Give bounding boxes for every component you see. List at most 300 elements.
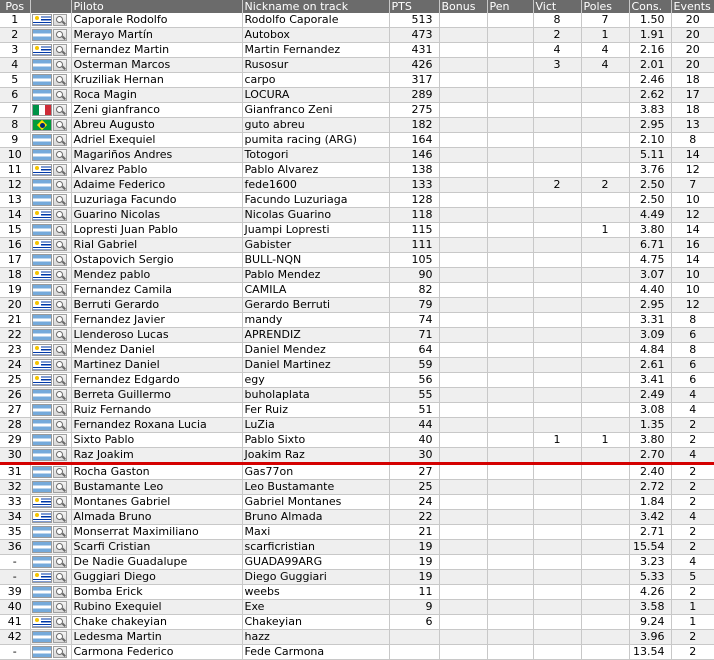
cell-pts: 25 bbox=[389, 480, 439, 495]
table-row bbox=[0, 118, 714, 133]
cell-pen bbox=[487, 118, 533, 133]
cell-cons: 3.09 bbox=[629, 328, 671, 343]
magnifier-icon[interactable] bbox=[53, 209, 67, 221]
cell-vict bbox=[533, 403, 581, 418]
magnifier-icon[interactable] bbox=[53, 164, 67, 176]
cell-bonus bbox=[439, 433, 487, 448]
cell-flag bbox=[30, 585, 71, 600]
header-bonus[interactable]: Bonus bbox=[439, 0, 487, 13]
cell-bonus bbox=[439, 418, 487, 433]
cell-vict bbox=[533, 630, 581, 645]
table-row bbox=[0, 510, 714, 525]
cell-pos: 26 bbox=[0, 388, 30, 403]
cell-cons: 3.80 bbox=[629, 223, 671, 238]
cell-poles bbox=[581, 73, 629, 88]
cell-pos: 36 bbox=[0, 540, 30, 555]
cell-poles bbox=[581, 208, 629, 223]
cell-pen bbox=[487, 13, 533, 28]
cell-nickname: Rodolfo Caporale bbox=[242, 13, 389, 28]
cell-nickname: Gianfranco Zeni bbox=[242, 103, 389, 118]
cell-nickname: Pablo Mendez bbox=[242, 268, 389, 283]
argentina-flag-icon bbox=[32, 466, 52, 478]
cell-pts: 138 bbox=[389, 163, 439, 178]
cell-piloto: Mendez pablo bbox=[71, 268, 242, 283]
cell-pos: 31 bbox=[0, 464, 30, 480]
cell-flag bbox=[30, 118, 71, 133]
cell-flag bbox=[30, 600, 71, 615]
cell-pts: 6 bbox=[389, 615, 439, 630]
cell-events: 12 bbox=[671, 208, 714, 223]
uruguay-flag-icon bbox=[32, 239, 52, 251]
cell-events: 10 bbox=[671, 268, 714, 283]
cell-cons: 2.10 bbox=[629, 133, 671, 148]
cell-pen bbox=[487, 43, 533, 58]
cell-events: 1 bbox=[671, 615, 714, 630]
cell-pts: 21 bbox=[389, 525, 439, 540]
header-piloto[interactable]: Piloto bbox=[71, 0, 242, 13]
cell-piloto: Bomba Erick bbox=[71, 585, 242, 600]
magnifier-icon[interactable] bbox=[53, 511, 67, 523]
cell-pts: 289 bbox=[389, 88, 439, 103]
cell-events: 14 bbox=[671, 148, 714, 163]
magnifier-icon[interactable] bbox=[53, 119, 67, 131]
cell-events: 5 bbox=[671, 570, 714, 585]
header-cons[interactable]: Cons. bbox=[629, 0, 671, 13]
cell-pts: 59 bbox=[389, 358, 439, 373]
cell-vict bbox=[533, 585, 581, 600]
header-nickname[interactable]: Nickname on track bbox=[242, 0, 389, 13]
cell-pts: 51 bbox=[389, 403, 439, 418]
cell-pen bbox=[487, 480, 533, 495]
cell-vict bbox=[533, 388, 581, 403]
magnifier-icon[interactable] bbox=[53, 44, 67, 56]
cell-flag bbox=[30, 313, 71, 328]
table-row bbox=[0, 58, 714, 73]
cell-nickname: Nicolas Guarino bbox=[242, 208, 389, 223]
cell-pos: 5 bbox=[0, 73, 30, 88]
cell-piloto: Osterman Marcos bbox=[71, 58, 242, 73]
cell-piloto: Ledesma Martin bbox=[71, 630, 242, 645]
magnifier-icon[interactable] bbox=[53, 254, 67, 266]
cell-bonus bbox=[439, 238, 487, 253]
magnifier-icon[interactable] bbox=[53, 134, 67, 146]
cell-poles bbox=[581, 510, 629, 525]
cell-events: 8 bbox=[671, 133, 714, 148]
cell-pts: 9 bbox=[389, 600, 439, 615]
cell-flag bbox=[30, 630, 71, 645]
cell-poles bbox=[581, 358, 629, 373]
cell-poles bbox=[581, 163, 629, 178]
cell-bonus bbox=[439, 133, 487, 148]
argentina-flag-icon bbox=[32, 59, 52, 71]
cell-cons: 2.62 bbox=[629, 88, 671, 103]
cell-vict bbox=[533, 268, 581, 283]
cell-cons: 2.50 bbox=[629, 178, 671, 193]
cell-poles bbox=[581, 418, 629, 433]
cell-flag bbox=[30, 238, 71, 253]
cell-vict bbox=[533, 328, 581, 343]
cell-flag bbox=[30, 103, 71, 118]
cell-nickname: Joakim Raz bbox=[242, 448, 389, 464]
cell-pos: 3 bbox=[0, 43, 30, 58]
cell-nickname: Bruno Almada bbox=[242, 510, 389, 525]
cell-vict bbox=[533, 118, 581, 133]
cell-vict bbox=[533, 480, 581, 495]
magnifier-icon[interactable] bbox=[53, 239, 67, 251]
cell-cons: 3.96 bbox=[629, 630, 671, 645]
cell-cons: 5.33 bbox=[629, 570, 671, 585]
cell-poles: 2 bbox=[581, 178, 629, 193]
cell-pts: 133 bbox=[389, 178, 439, 193]
cell-vict bbox=[533, 223, 581, 238]
cell-poles: 4 bbox=[581, 43, 629, 58]
cell-pen bbox=[487, 148, 533, 163]
cell-cons: 1.50 bbox=[629, 13, 671, 28]
uruguay-flag-icon bbox=[32, 511, 52, 523]
magnifier-icon[interactable] bbox=[53, 299, 67, 311]
uruguay-flag-icon bbox=[32, 616, 52, 628]
cell-nickname: CAMILA bbox=[242, 283, 389, 298]
cell-nickname: Facundo Luzuriaga bbox=[242, 193, 389, 208]
table-row bbox=[0, 555, 714, 570]
cell-piloto: Adriel Exequiel bbox=[71, 133, 242, 148]
cell-vict bbox=[533, 103, 581, 118]
argentina-flag-icon bbox=[32, 254, 52, 266]
cell-flag bbox=[30, 645, 71, 660]
cell-nickname: carpo bbox=[242, 73, 389, 88]
cell-poles bbox=[581, 253, 629, 268]
cell-pts: 74 bbox=[389, 313, 439, 328]
magnifier-icon[interactable] bbox=[53, 526, 67, 538]
cell-poles bbox=[581, 238, 629, 253]
cell-events: 10 bbox=[671, 193, 714, 208]
cell-cons: 13.54 bbox=[629, 645, 671, 660]
cell-pts: 19 bbox=[389, 540, 439, 555]
argentina-flag-icon bbox=[32, 389, 52, 401]
table-row bbox=[0, 313, 714, 328]
magnifier-icon[interactable] bbox=[53, 89, 67, 101]
cell-cons: 2.71 bbox=[629, 525, 671, 540]
argentina-flag-icon bbox=[32, 631, 52, 643]
cell-events: 2 bbox=[671, 495, 714, 510]
cell-pos: 25 bbox=[0, 373, 30, 388]
cell-cons: 1.35 bbox=[629, 418, 671, 433]
cell-pos: 10 bbox=[0, 148, 30, 163]
cell-cons: 15.54 bbox=[629, 540, 671, 555]
cell-bonus bbox=[439, 253, 487, 268]
magnifier-icon[interactable] bbox=[53, 419, 67, 431]
cell-pen bbox=[487, 570, 533, 585]
cell-vict bbox=[533, 418, 581, 433]
cell-pen bbox=[487, 630, 533, 645]
cell-events: 18 bbox=[671, 73, 714, 88]
magnifier-icon[interactable] bbox=[53, 104, 67, 116]
magnifier-icon[interactable] bbox=[53, 59, 67, 71]
argentina-flag-icon bbox=[32, 149, 52, 161]
cell-poles bbox=[581, 480, 629, 495]
magnifier-icon[interactable] bbox=[53, 329, 67, 341]
table-row bbox=[0, 88, 714, 103]
cell-piloto: Fernandez Martin bbox=[71, 43, 242, 58]
cell-nickname: LOCURA bbox=[242, 88, 389, 103]
table-row bbox=[0, 283, 714, 298]
cell-poles bbox=[581, 88, 629, 103]
magnifier-icon[interactable] bbox=[53, 449, 67, 461]
cell-nickname: GUADA99ARG bbox=[242, 555, 389, 570]
cell-nickname: Juampi Lopresti bbox=[242, 223, 389, 238]
magnifier-icon[interactable] bbox=[53, 541, 67, 553]
cell-pen bbox=[487, 223, 533, 238]
cell-cons: 9.24 bbox=[629, 615, 671, 630]
magnifier-icon[interactable] bbox=[53, 616, 67, 628]
cell-poles bbox=[581, 615, 629, 630]
cell-bonus bbox=[439, 480, 487, 495]
header-events[interactable]: Events bbox=[671, 0, 714, 13]
cell-vict bbox=[533, 525, 581, 540]
cell-bonus bbox=[439, 283, 487, 298]
magnifier-icon[interactable] bbox=[53, 74, 67, 86]
cell-flag bbox=[30, 373, 71, 388]
cell-piloto: Rocha Gaston bbox=[71, 464, 242, 480]
magnifier-icon[interactable] bbox=[53, 344, 67, 356]
header-pen[interactable]: Pen bbox=[487, 0, 533, 13]
cell-bonus bbox=[439, 268, 487, 283]
cell-pos: 28 bbox=[0, 418, 30, 433]
cell-cons: 1.84 bbox=[629, 495, 671, 510]
magnifier-icon[interactable] bbox=[53, 284, 67, 296]
cell-events: 8 bbox=[671, 343, 714, 358]
cell-vict bbox=[533, 208, 581, 223]
cell-cons: 4.84 bbox=[629, 343, 671, 358]
cell-pen bbox=[487, 373, 533, 388]
cell-cons: 2.46 bbox=[629, 73, 671, 88]
cell-pos: 17 bbox=[0, 253, 30, 268]
cell-nickname: Leo Bustamante bbox=[242, 480, 389, 495]
cell-nickname: Daniel Mendez bbox=[242, 343, 389, 358]
cell-nickname: fede1600 bbox=[242, 178, 389, 193]
uruguay-flag-icon bbox=[32, 359, 52, 371]
cell-events: 20 bbox=[671, 43, 714, 58]
argentina-flag-icon bbox=[32, 74, 52, 86]
cell-events: 16 bbox=[671, 238, 714, 253]
cell-pos: 20 bbox=[0, 298, 30, 313]
magnifier-icon[interactable] bbox=[53, 359, 67, 371]
magnifier-icon[interactable] bbox=[53, 434, 67, 446]
magnifier-icon[interactable] bbox=[53, 571, 67, 583]
cell-pts: 24 bbox=[389, 495, 439, 510]
cell-flag bbox=[30, 253, 71, 268]
magnifier-icon[interactable] bbox=[53, 586, 67, 598]
magnifier-icon[interactable] bbox=[53, 556, 67, 568]
cell-nickname: Daniel Martinez bbox=[242, 358, 389, 373]
cell-poles bbox=[581, 328, 629, 343]
cell-flag bbox=[30, 13, 71, 28]
cell-nickname: Gas77on bbox=[242, 464, 389, 480]
table-row bbox=[0, 298, 714, 313]
magnifier-icon[interactable] bbox=[53, 179, 67, 191]
cell-poles: 1 bbox=[581, 28, 629, 43]
cell-pts: 82 bbox=[389, 283, 439, 298]
cell-cons: 4.49 bbox=[629, 208, 671, 223]
magnifier-icon[interactable] bbox=[53, 224, 67, 236]
cell-piloto: Zeni gianfranco bbox=[71, 103, 242, 118]
argentina-flag-icon bbox=[32, 29, 52, 41]
argentina-flag-icon bbox=[32, 526, 52, 538]
cell-events: 6 bbox=[671, 358, 714, 373]
cell-vict bbox=[533, 283, 581, 298]
cell-pen bbox=[487, 433, 533, 448]
cell-vict bbox=[533, 464, 581, 480]
magnifier-icon[interactable] bbox=[53, 601, 67, 613]
cell-flag bbox=[30, 433, 71, 448]
cell-cons: 2.40 bbox=[629, 464, 671, 480]
cell-pen bbox=[487, 418, 533, 433]
magnifier-icon[interactable] bbox=[53, 404, 67, 416]
argentina-flag-icon bbox=[32, 481, 52, 493]
cell-pos: 40 bbox=[0, 600, 30, 615]
cell-cons: 3.41 bbox=[629, 373, 671, 388]
table-row bbox=[0, 73, 714, 88]
table-row bbox=[0, 418, 714, 433]
cell-pts bbox=[389, 645, 439, 660]
header-pts[interactable]: PTS bbox=[389, 0, 439, 13]
table-row bbox=[0, 615, 714, 630]
cell-piloto: Scarfi Cristian bbox=[71, 540, 242, 555]
cell-piloto: Berreta Guillermo bbox=[71, 388, 242, 403]
magnifier-icon[interactable] bbox=[53, 149, 67, 161]
cell-pts: 164 bbox=[389, 133, 439, 148]
cell-piloto: Fernandez Roxana Lucia bbox=[71, 418, 242, 433]
table-row bbox=[0, 388, 714, 403]
cell-events: 2 bbox=[671, 525, 714, 540]
cell-piloto: Guggiari Diego bbox=[71, 570, 242, 585]
cell-pts: 71 bbox=[389, 328, 439, 343]
cell-pen bbox=[487, 28, 533, 43]
cell-flag bbox=[30, 193, 71, 208]
cell-vict bbox=[533, 555, 581, 570]
cell-events: 2 bbox=[671, 464, 714, 480]
cell-pts: 128 bbox=[389, 193, 439, 208]
cell-nickname: APRENDIZ bbox=[242, 328, 389, 343]
argentina-flag-icon bbox=[32, 419, 52, 431]
cell-vict: 8 bbox=[533, 13, 581, 28]
cell-pos: 2 bbox=[0, 28, 30, 43]
magnifier-icon[interactable] bbox=[53, 389, 67, 401]
cell-flag bbox=[30, 88, 71, 103]
header-pos[interactable]: Pos bbox=[0, 0, 30, 13]
cell-bonus bbox=[439, 448, 487, 464]
argentina-flag-icon bbox=[32, 601, 52, 613]
magnifier-icon[interactable] bbox=[53, 496, 67, 508]
cell-cons: 2.01 bbox=[629, 58, 671, 73]
cell-poles bbox=[581, 193, 629, 208]
table-row bbox=[0, 43, 714, 58]
cell-events: 2 bbox=[671, 540, 714, 555]
magnifier-icon[interactable] bbox=[53, 14, 67, 26]
magnifier-icon[interactable] bbox=[53, 374, 67, 386]
cell-nickname: Diego Guggiari bbox=[242, 570, 389, 585]
uruguay-flag-icon bbox=[32, 164, 52, 176]
magnifier-icon[interactable] bbox=[53, 194, 67, 206]
cell-pos: 41 bbox=[0, 615, 30, 630]
cell-pen bbox=[487, 103, 533, 118]
cell-pen bbox=[487, 328, 533, 343]
header-vict[interactable]: Vict bbox=[533, 0, 581, 13]
cell-piloto: Abreu Augusto bbox=[71, 118, 242, 133]
cell-pen bbox=[487, 645, 533, 660]
cell-pos: 22 bbox=[0, 328, 30, 343]
cell-bonus bbox=[439, 570, 487, 585]
magnifier-icon[interactable] bbox=[53, 481, 67, 493]
cell-pts bbox=[389, 630, 439, 645]
table-row bbox=[0, 464, 714, 480]
cell-events: 4 bbox=[671, 388, 714, 403]
magnifier-icon[interactable] bbox=[53, 29, 67, 41]
argentina-flag-icon bbox=[32, 449, 52, 461]
cell-pts: 115 bbox=[389, 223, 439, 238]
cell-vict: 2 bbox=[533, 28, 581, 43]
cell-cons: 2.95 bbox=[629, 298, 671, 313]
header-poles[interactable]: Poles bbox=[581, 0, 629, 13]
cell-cons: 3.58 bbox=[629, 600, 671, 615]
cell-poles bbox=[581, 495, 629, 510]
magnifier-icon[interactable] bbox=[53, 646, 67, 658]
cell-flag bbox=[30, 418, 71, 433]
cell-pen bbox=[487, 600, 533, 615]
argentina-flag-icon bbox=[32, 194, 52, 206]
cell-flag bbox=[30, 163, 71, 178]
cell-bonus bbox=[439, 464, 487, 480]
cell-pen bbox=[487, 283, 533, 298]
cell-piloto: Bustamante Leo bbox=[71, 480, 242, 495]
cell-flag bbox=[30, 448, 71, 464]
cell-flag bbox=[30, 178, 71, 193]
cell-pen bbox=[487, 163, 533, 178]
cell-piloto: Alvarez Pablo bbox=[71, 163, 242, 178]
magnifier-icon[interactable] bbox=[53, 631, 67, 643]
cell-piloto: Fernandez Javier bbox=[71, 313, 242, 328]
cell-bonus bbox=[439, 495, 487, 510]
cell-vict bbox=[533, 253, 581, 268]
magnifier-icon[interactable] bbox=[53, 314, 67, 326]
cell-flag bbox=[30, 43, 71, 58]
cell-bonus bbox=[439, 630, 487, 645]
argentina-flag-icon bbox=[32, 224, 52, 236]
cell-flag bbox=[30, 570, 71, 585]
cell-nickname: egy bbox=[242, 373, 389, 388]
cell-events: 12 bbox=[671, 298, 714, 313]
cell-events: 8 bbox=[671, 313, 714, 328]
cell-vict bbox=[533, 615, 581, 630]
cell-events: 2 bbox=[671, 645, 714, 660]
cell-pen bbox=[487, 495, 533, 510]
magnifier-icon[interactable] bbox=[53, 269, 67, 281]
cell-pos: 9 bbox=[0, 133, 30, 148]
cell-flag bbox=[30, 615, 71, 630]
cell-vict bbox=[533, 540, 581, 555]
cell-pos: 30 bbox=[0, 448, 30, 464]
cell-pen bbox=[487, 268, 533, 283]
cell-vict bbox=[533, 88, 581, 103]
cell-vict bbox=[533, 645, 581, 660]
table-row bbox=[0, 208, 714, 223]
cell-cons: 2.95 bbox=[629, 118, 671, 133]
cell-pts: 513 bbox=[389, 13, 439, 28]
cell-bonus bbox=[439, 645, 487, 660]
cell-flag bbox=[30, 283, 71, 298]
magnifier-icon[interactable] bbox=[53, 466, 67, 478]
table-row bbox=[0, 13, 714, 28]
